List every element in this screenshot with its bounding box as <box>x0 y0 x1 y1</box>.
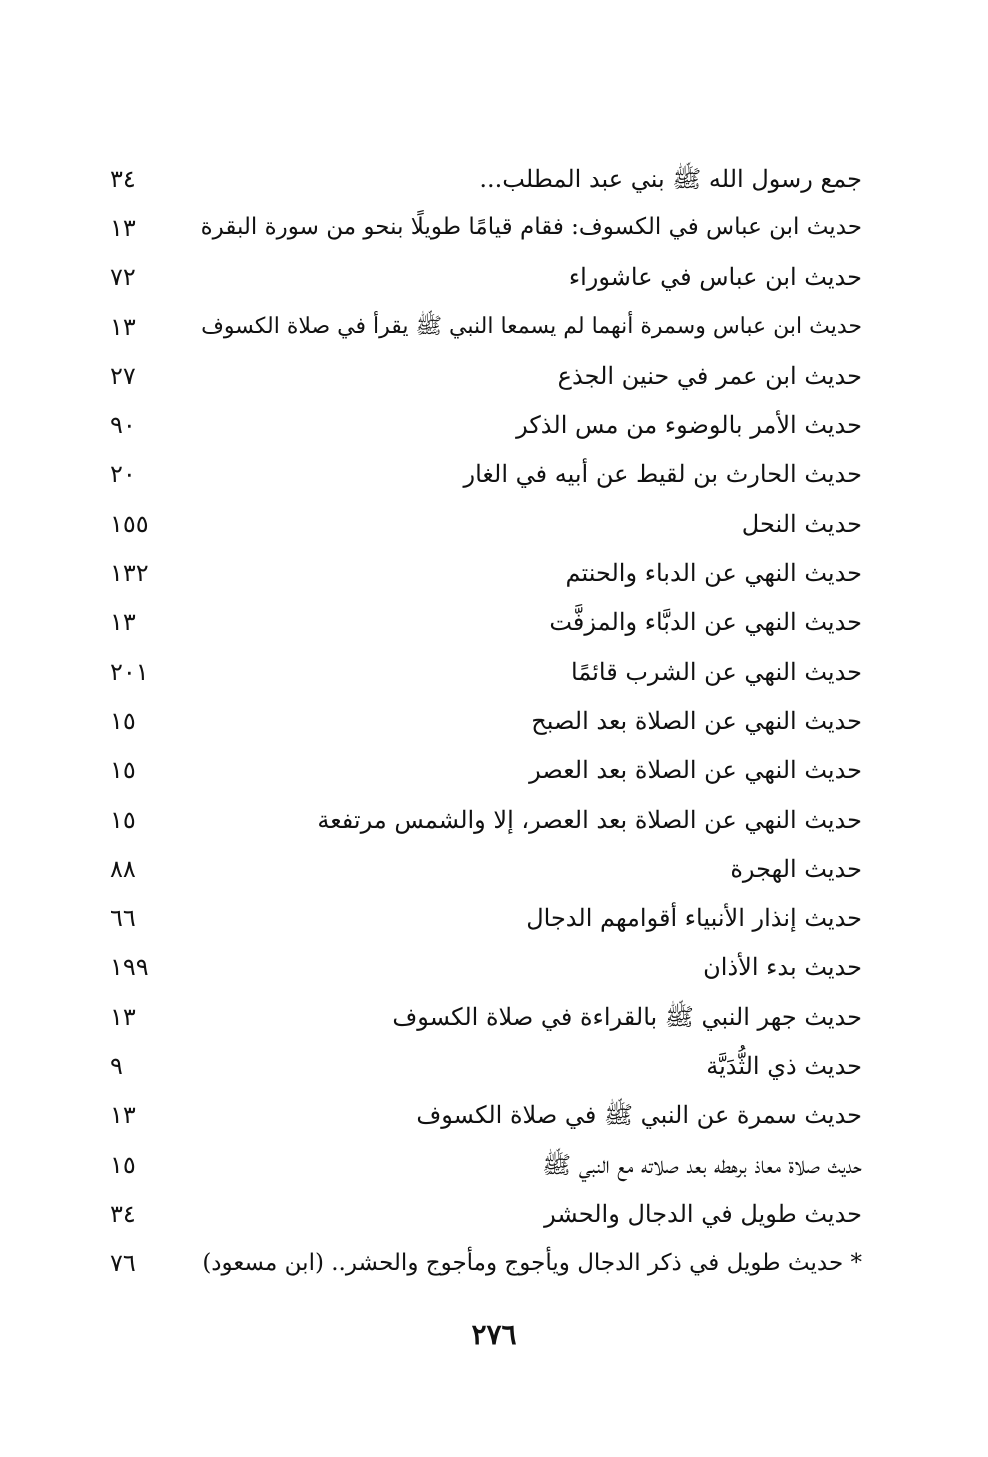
entry-page-number: ٩ <box>110 1051 123 1080</box>
index-entry <box>110 943 862 992</box>
index-entry <box>110 203 862 252</box>
entry-page-number: ٨٨ <box>110 854 136 883</box>
page-number: ٢٧٦ <box>471 1318 517 1351</box>
entry-page-number: ٣٤ <box>110 164 136 193</box>
entry-page-number: ١٥ <box>110 706 136 735</box>
entry-title: حديث الأمر بالوضوء من مس الذكر <box>516 411 862 440</box>
entry-title: حديث ابن عباس في الكسوف: فقام قيامًا طويلًا بنحو من سورة البقرة <box>200 214 862 241</box>
entry-title: * حديث طويل في ذكر الدجال ويأجوج ومأجوج والحشر.. (ابن مسعود) <box>202 1249 862 1276</box>
entry-page-number: ١٩٩ <box>110 953 149 982</box>
entry-title: حديث إنذار الأنبياء أقوامهم الدجال <box>526 904 862 933</box>
entry-page-number: ١٥ <box>110 805 136 834</box>
entry-title: حديث طويل في الدجال والحشر <box>544 1199 862 1228</box>
index-entry <box>110 1041 862 1090</box>
entry-title: حديث ابن عمر في حنين الجذع <box>557 361 862 390</box>
index-entry <box>110 598 862 647</box>
entry-title: حديث ذي الثُّدَيَّة <box>706 1051 862 1080</box>
index-entry <box>110 154 862 203</box>
entry-title: حديث صلاة معاذ برهطه بعد صلاته مع النبي ﷺ <box>542 1150 862 1179</box>
entry-page-number: ٢٠١ <box>110 657 149 686</box>
index-entry <box>110 795 862 844</box>
entry-page-number: ١٥ <box>110 1150 136 1179</box>
entry-title: حديث سمرة عن النبي ﷺ في صلاة الكسوف <box>416 1101 862 1130</box>
entry-page-number: ١٣ <box>110 312 136 341</box>
entry-page-number: ٣٤ <box>110 1199 136 1228</box>
index-entry <box>110 1189 862 1238</box>
index-entry <box>110 746 862 795</box>
hadith-index-list <box>110 154 862 1288</box>
entry-page-number: ١٣ <box>110 213 136 242</box>
index-entry <box>110 400 862 449</box>
index-entry <box>110 253 862 302</box>
entry-title: حديث النهي عن الدباء والحنتم <box>565 559 862 588</box>
index-entry <box>110 450 862 499</box>
index-entry <box>110 844 862 893</box>
entry-title: حديث الهجرة <box>730 854 862 883</box>
entry-title: حديث النهي عن الصلاة بعد الصبح <box>531 706 862 735</box>
entry-page-number: ٧٢ <box>110 263 136 292</box>
entry-title: حديث النهي عن الصلاة بعد العصر، إلا والشمس مرتفعة <box>317 805 862 834</box>
entry-page-number: ٩٠ <box>110 411 136 440</box>
entry-title: حديث النهي عن الدبَّاء والمزفَّت <box>549 608 862 637</box>
index-entry <box>110 893 862 942</box>
entry-page-number: ١٣ <box>110 608 136 637</box>
entry-page-number: ٧٦ <box>110 1249 136 1278</box>
entry-title: حديث جهر النبي ﷺ بالقراءة في صلاة الكسوف <box>392 1002 862 1031</box>
index-entry <box>110 696 862 745</box>
index-entry <box>110 499 862 548</box>
index-entry <box>110 992 862 1041</box>
entry-page-number: ١٣ <box>110 1101 136 1130</box>
index-entry <box>110 1091 862 1140</box>
entry-title: حديث ابن عباس وسمرة أنهما لم يسمعا النبي ﷺ يقرأ في صلاة الكسوف <box>201 313 862 339</box>
entry-page-number: ٦٦ <box>110 904 136 933</box>
entry-title: حديث بدء الأذان <box>703 953 862 982</box>
index-entry <box>110 351 862 400</box>
entry-title: حديث النهي عن الصلاة بعد العصر <box>529 756 862 785</box>
entry-page-number: ١٥ <box>110 756 136 785</box>
entry-title: حديث النحل <box>741 509 862 538</box>
entry-title: جمع رسول الله ﷺ بني عبد المطلب... <box>479 164 862 193</box>
entry-title: حديث الحارث بن لقيط عن أبيه في الغار <box>463 460 862 489</box>
entry-title: حديث ابن عباس في عاشوراء <box>568 263 862 292</box>
entry-page-number: ١٣ <box>110 1002 136 1031</box>
entry-page-number: ١٣٢ <box>110 559 149 588</box>
entry-page-number: ١٥٥ <box>110 509 149 538</box>
entry-page-number: ٢٧ <box>110 361 136 390</box>
index-entry <box>110 1140 862 1189</box>
index-entry <box>110 1239 862 1288</box>
index-entry <box>110 647 862 696</box>
index-entry <box>110 302 862 351</box>
entry-title: حديث النهي عن الشرب قائمًا <box>571 657 862 686</box>
index-entry <box>110 548 862 597</box>
entry-page-number: ٢٠ <box>110 460 136 489</box>
